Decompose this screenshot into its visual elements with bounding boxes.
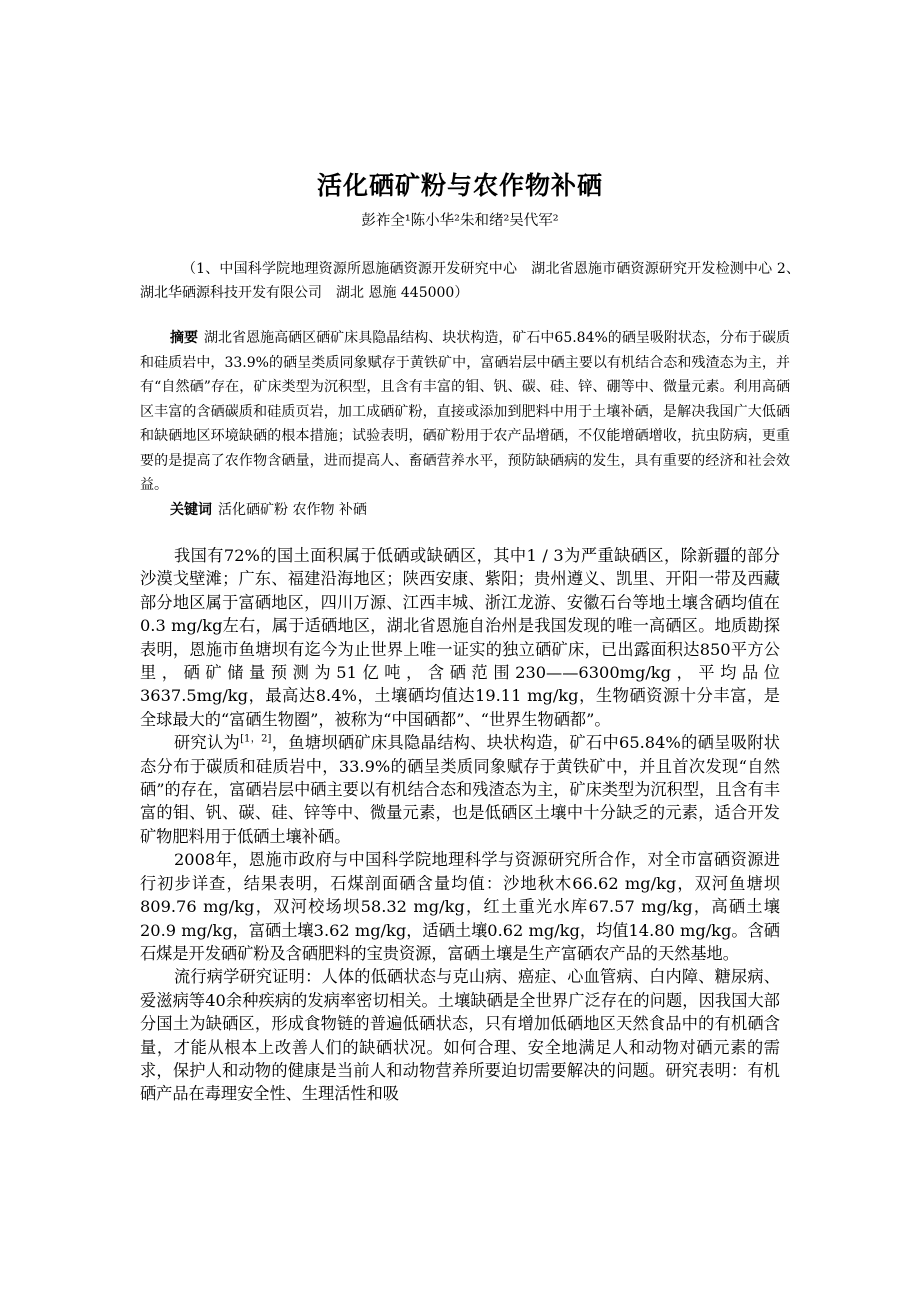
- body-text: [140, 544, 797, 1106]
- keywords-text: 活化硒矿粉 农作物 补硒: [218, 501, 367, 518]
- paper-title: 活化硒矿粉与农作物补硒: [316, 171, 603, 200]
- abstract-paragraph: [140, 326, 790, 498]
- abstract-label: 摘要: [170, 330, 199, 346]
- body-paragraph-2: [140, 731, 780, 848]
- affiliation-text: （1、中国科学院地理资源所恩施硒资源开发研究中心 湖北省恩施市硒资源研究开发检测中心 2、湖北华硒源科技开发有限公司 湖北 恩施 445000）: [140, 261, 800, 301]
- author-list: 彭祚全¹陈小华²朱和绪²吴代军²: [361, 213, 559, 229]
- affiliation: [140, 257, 800, 305]
- body-paragraph-4: 流行病学研究证明：人体的低硒状态与克山病、癌症、心血管病、白内障、糖尿病、爱滋病等40余种疾病的发病率密切相关。土壤缺硒是全世界广泛存在的问题，因我国大部分国土为缺硒区，形成食物链的普遍低硒状态，只有增加低硒地区天然食品中的有机硒含量，才能从根本上改善人们的缺硒状况。如何合理、安全地满足人和动物对硒元素的需求，保护人和动物的健康是当前人和动物营养所要迫切需要解决的问题。研究表明：有机硒产品在毒理安全性、生理活性和吸: [140, 967, 780, 1104]
- body-paragraph-2-start: 研究认为: [174, 733, 241, 753]
- abstract-text: 湖北省恩施高硒区硒矿床具隐晶结构、块状构造，矿石中65.84%的硒呈吸附状态，分布于碳质和硅质岩中，33.9%的硒呈类质同象赋存于黄铁矿中，富硒岩层中硒主要以有机结合态和残渣态为主，并有“自然硒”存在，矿床类型为沉积型，且含有丰富的钼、钒、碳、硅、锌、硼等中、微量元素。利用高硒区丰富的含硒碳质和硅质页岩，加工成硒矿粉，直接或添加到肥料中用于土壤补硒，是解决我国广大低硒和缺硒地区环境缺硒的根本措施；试验表明，硒矿粉用于农产品增硒，不仅能增硒增收，抗虫防病，更重要的是提高了农作物含硒量，进而提高人、畜硒营养水平，预防缺硒病的发生，具有重要的经济和社会效益。: [140, 330, 790, 493]
- body-paragraph-3: 2008年，恩施市政府与中国科学院地理科学与资源研究所合作，对全市富硒资源进行初步详查，结果表明，石煤剖面硒含量均值：沙地秋木66.62 mg/kg，双河鱼塘坝 809.76 mg/kg，双河校场坝58.32 mg/kg，红土重光水库67.57 mg/kg，高硒土壤20.9 mg/kg，富硒土壤3.62 mg/kg，适硒土壤0.62 mg/kg，均值14.80 mg/kg。含硒石煤是开发硒矿粉及含硒肥料的宝贵资源，富硒土壤是生产富硒农产品的天然基地。: [140, 850, 797, 963]
- body-paragraph-2-rest: ，鱼塘坝硒矿床具隐晶结构、块状构造，矿石中65.84%的硒呈吸附状态分布于碳质和硅质岩中，33.9%的硒呈类质同象赋存于黄铁矿中，并且首次发现“自然硒”的存在，富硒岩层中硒主要以有机结合态和残渣态为主，矿床类型为沉积型，且含有丰富的钼、钒、碳、硅、锌等中、微量元素，也是低硒区土壤中十分缺乏的元素，适合开发矿物肥料用于低硒土壤补硒。: [140, 733, 780, 846]
- abstract-block: [140, 326, 790, 522]
- body-paragraph-1: 我国有72%的国土面积属于低硒或缺硒区，其中1 / 3为严重缺硒区，除新疆的部分沙漠戈壁滩；广东、福建沿海地区；陕西安康、紫阳；贵州遵义、凯里、开阳一带及西藏部分地区属于富硒地区，四川万源、江西丰城、浙江龙游、安徽石台等地土壤含硒均值在0.3 mg/kg左右，属于适硒地区，湖北省恩施自治州是我国发现的唯一高硒区。地质勘探表明，恩施市鱼塘坝有迄今为止世界上唯一证实的独立硒矿床，已出露面积达850平方公里，硒矿储量预测为51亿吨，含硒范围230——6300mg/kg，平均品位3637.5mg/kg，最高达8.4%，土壤硒均值达19.11 mg/kg，生物硒资源十分丰富，是全球最大的“富硒生物圈”，被称为“中国硒都”、“世界生物硒都”。: [140, 546, 780, 729]
- citation-reference: [1，2]: [240, 733, 272, 745]
- keywords-paragraph: [140, 498, 790, 523]
- keywords-label: 关键词: [170, 501, 212, 518]
